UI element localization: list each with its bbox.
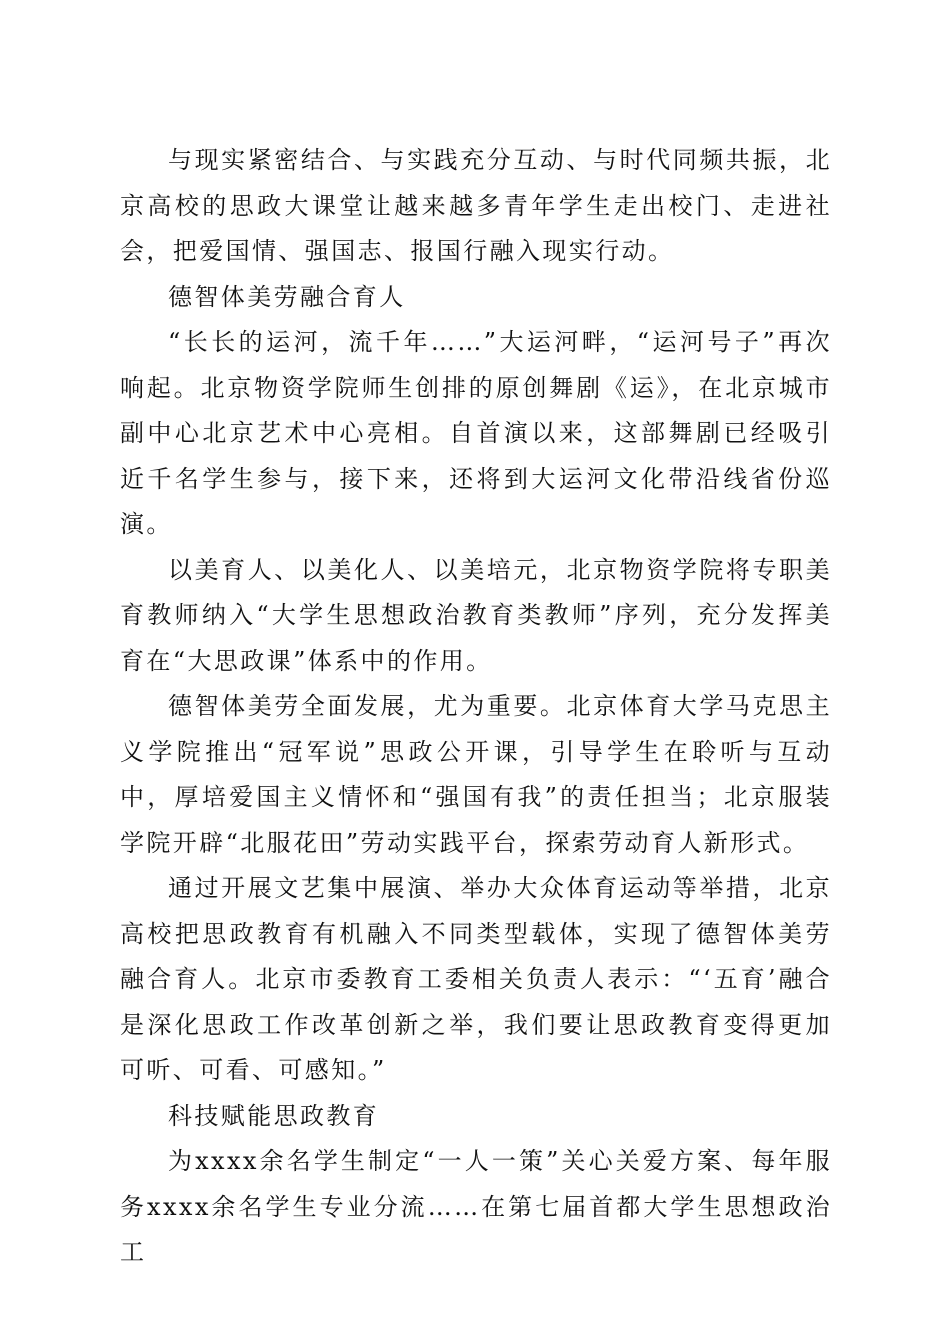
section-heading-technology-empowerment: 科技赋能思政教育 <box>168 1101 380 1130</box>
paragraph-dance-drama: “长长的运河，流千年……”大运河畔，“运河号子”再次响起。北京物资学院师生创排的原创舞剧《运》，在北京城市副中心北京艺术中心亮相。自首演以来，这部舞剧已经吸引近千名学生参与，接下来，还将到大运河文化带沿线省份巡演。 <box>120 328 832 538</box>
article-body <box>120 138 832 1276</box>
paragraph-all-round-development: 德智体美劳全面发展，尤为重要。北京体育大学马克思主义学院推出“冠军说”思政公开课，引导学生在聆听与互动中，厚培爱国主义情怀和“强国有我”的责任担当；北京服装学院开辟“北服花田”劳动实践平台，探索劳动育人新形式。 <box>120 692 832 857</box>
paragraph-aesthetic-education: 以美育人、以美化人、以美培元，北京物资学院将专职美育教师纳入“大学生思想政治教育类教师”序列，充分发挥美育在“大思政课”体系中的作用。 <box>120 555 832 675</box>
paragraph-student-care: 为xxxx余名学生制定“一人一策”关心关爱方案、每年服务xxxx余名学生专业分流……在第七届首都大学生思想政治工 <box>120 1147 832 1266</box>
paragraph-intro: 与现实紧密结合、与实践充分互动、与时代同频共振，北京高校的思政大课堂让越来越多青年学生走出校门、走进社会，把爱国情、强国志、报国行融入现实行动。 <box>120 146 832 265</box>
section-heading-integrated-education: 德智体美劳融合育人 <box>168 282 406 311</box>
paragraph-five-education-integration: 通过开展文艺集中展演、举办大众体育运动等举措，北京高校把思政教育有机融入不同类型载体，实现了德智体美劳融合育人。北京市委教育工委相关负责人表示：“‘五育’融合是深化思政工作改革创新之举，我们要让思政教育变得更加可听、可看、可感知。” <box>120 874 832 1084</box>
